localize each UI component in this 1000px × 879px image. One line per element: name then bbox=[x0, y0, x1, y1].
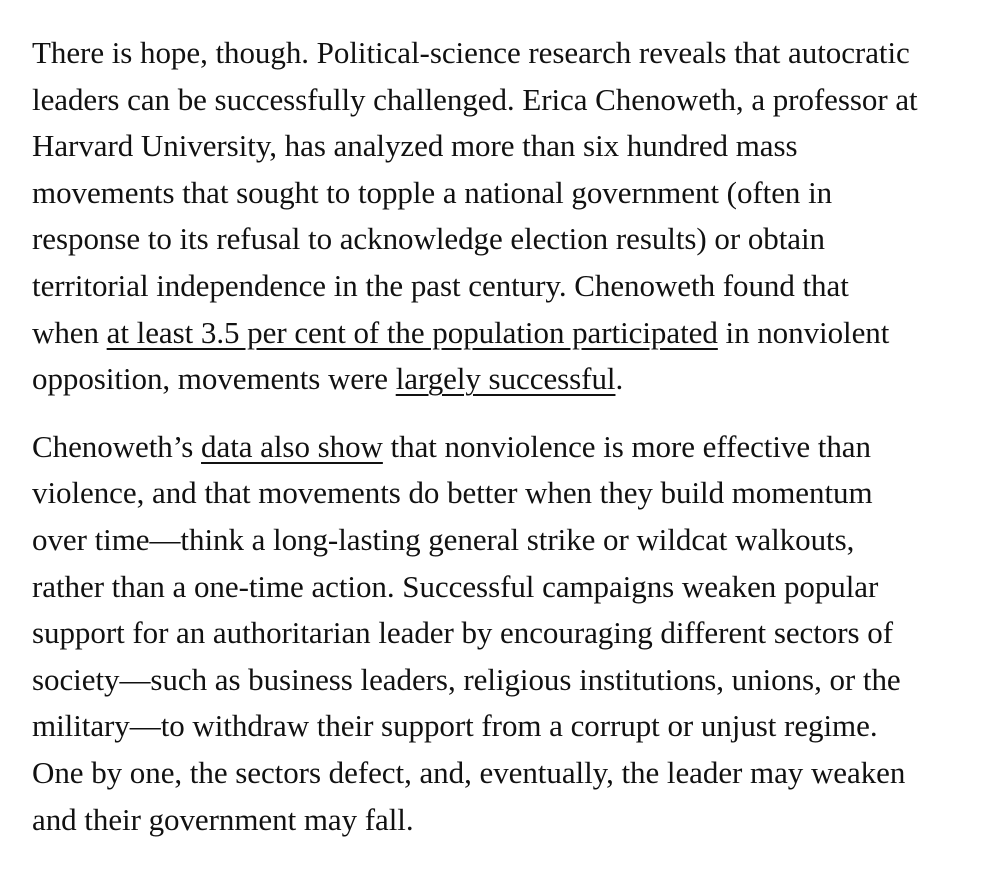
text-fragment: that nonviolence is more effective than bbox=[382, 428, 871, 464]
text-fragment: Chenoweth’s bbox=[32, 428, 202, 464]
text-line bbox=[32, 424, 972, 471]
text-fragment: in nonviolent bbox=[717, 314, 890, 350]
text-line: territorial independence in the past century. Chenoweth found that bbox=[32, 267, 849, 303]
largely-successful-link[interactable]: largely successful bbox=[395, 361, 616, 397]
text-line: movements that sought to topple a national government (often in bbox=[32, 174, 833, 210]
article-body bbox=[32, 30, 972, 843]
text-line bbox=[32, 310, 972, 357]
text-fragment: opposition, movements were bbox=[32, 361, 396, 397]
text-line: Harvard University, has analyzed more than six hundred mass bbox=[32, 128, 798, 164]
text-fragment: when bbox=[32, 314, 107, 350]
text-line: and their government may fall. bbox=[32, 801, 414, 837]
population-participation-link[interactable]: at least 3.5 per cent of the population participated bbox=[106, 314, 718, 350]
data-also-show-link[interactable]: data also show bbox=[201, 428, 383, 464]
text-line: rather than a one-time action. Successful campaigns weaken popular bbox=[32, 568, 879, 604]
text-line: military—to withdraw their support from a corrupt or unjust regime. bbox=[32, 708, 878, 744]
paragraph-1 bbox=[32, 30, 972, 403]
paragraph-2 bbox=[32, 424, 972, 843]
text-line: response to its refusal to acknowledge election results) or obtain bbox=[32, 221, 825, 257]
text-line: over time—think a long-lasting general strike or wildcat walkouts, bbox=[32, 521, 855, 557]
text-line: leaders can be successfully challenged. Erica Chenoweth, a professor at bbox=[32, 81, 918, 117]
text-line: One by one, the sectors defect, and, eventually, the leader may weaken bbox=[32, 754, 906, 790]
text-line: support for an authoritarian leader by encouraging different sectors of bbox=[32, 615, 893, 651]
text-fragment: . bbox=[615, 361, 624, 397]
text-line: There is hope, though. Political-science research reveals that autocratic bbox=[32, 35, 910, 70]
text-line: society—such as business leaders, religious institutions, unions, or the bbox=[32, 661, 901, 697]
text-line bbox=[32, 356, 972, 403]
text-line: violence, and that movements do better when they build momentum bbox=[32, 475, 873, 511]
